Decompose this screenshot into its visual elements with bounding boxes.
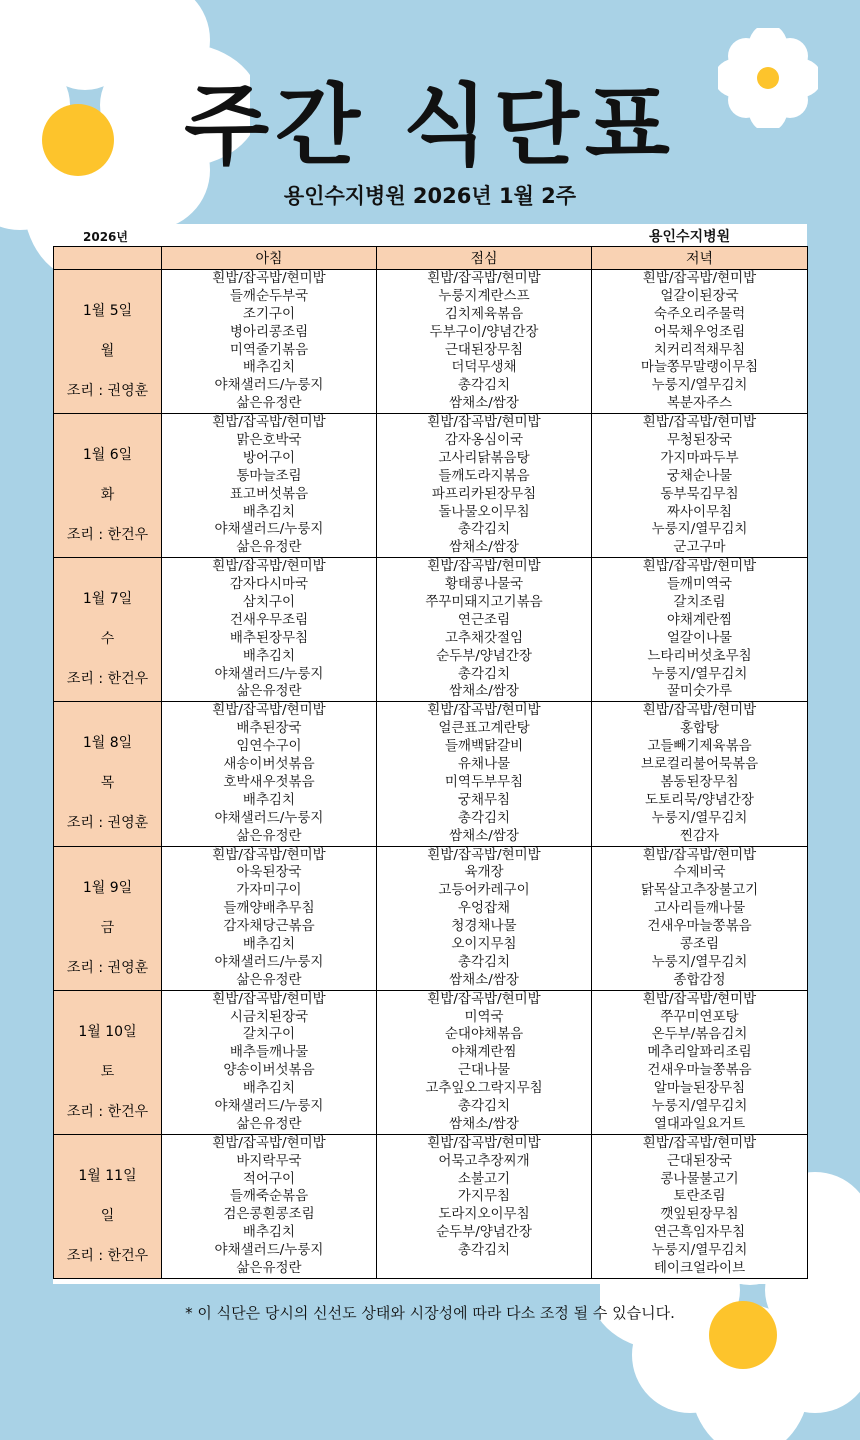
- menu-item: 갈치조림: [673, 594, 726, 611]
- dinner-cell: [592, 270, 808, 414]
- menu-item: 흰밥/잡곡밥/현미밥: [427, 270, 541, 286]
- menu-item: 미역줄기볶음: [229, 341, 309, 358]
- menu-item: 도토리묵/양념간장: [645, 791, 754, 808]
- menu-item: 동부묵김무침: [660, 485, 739, 502]
- menu-item: 병아리콩조림: [229, 323, 309, 340]
- lunch-cell: [377, 846, 592, 990]
- menu-sheet: [53, 224, 807, 1284]
- menu-item: 배추김치: [242, 1224, 296, 1241]
- menu-item: 감자채당근볶음: [223, 918, 315, 935]
- menu-item: 흰밥/잡곡밥/현미밥: [427, 702, 541, 719]
- menu-item: 흰밥/잡곡밥/현미밥: [212, 1134, 326, 1151]
- menu-item: 총각김치: [457, 953, 511, 970]
- hospital-label: 용인수지병원: [649, 229, 731, 245]
- menu-item: 배추김치: [242, 503, 296, 520]
- menu-item: 봄동된장무침: [660, 773, 739, 790]
- menu-item: 들깨순두부국: [229, 287, 309, 304]
- day-date: 1월 10일: [78, 1023, 137, 1040]
- menu-item: 누룽지/열무김치: [651, 377, 748, 394]
- menu-item: 열대과일요거트: [653, 1115, 746, 1132]
- menu-item: 근대된장국: [666, 1152, 733, 1169]
- table-header-row: [54, 247, 808, 270]
- menu-item: 근대된장무침: [444, 341, 524, 358]
- menu-item: 맑은호박국: [236, 432, 302, 449]
- menu-item: 수제비국: [673, 864, 726, 881]
- menu-item: 건새우무조림: [229, 611, 309, 628]
- menu-item: 총각김치: [457, 1097, 511, 1114]
- menu-item: 어묵채우엉조림: [653, 323, 746, 340]
- menu-item: 쌈채소/쌈장: [449, 395, 519, 412]
- menu-item: 온두부/볶음김치: [651, 1026, 748, 1043]
- menu-item: 고사리닭볶음탕: [438, 449, 530, 466]
- menu-item: 어묵고추장찌개: [438, 1152, 530, 1169]
- menu-item: 황태콩나물국: [444, 576, 524, 593]
- menu-item: 고들빼기제육볶음: [647, 738, 752, 755]
- menu-item: 메추리알꽈리조림: [647, 1044, 752, 1061]
- menu-item: 적어구이: [242, 1170, 296, 1187]
- menu-item: 테이크얼라이브: [653, 1259, 746, 1276]
- breakfast-cell: [162, 846, 377, 990]
- day-date: 1월 11일: [78, 1167, 137, 1184]
- menu-item: 들깨백닭갈비: [444, 738, 524, 755]
- menu-item: 청경채나물: [451, 918, 517, 935]
- menu-item: 짜사이무침: [666, 503, 733, 520]
- menu-item: 야채계란찜: [666, 611, 733, 628]
- menu-item: 누룽지/열무김치: [651, 1242, 748, 1259]
- menu-item: 소불고기: [457, 1170, 511, 1187]
- dinner-cell: [592, 558, 808, 702]
- breakfast-cell: [162, 702, 377, 846]
- menu-item: 들깨도라지볶음: [438, 467, 530, 484]
- menu-item: 콩조림: [679, 935, 720, 952]
- day-date: 1월 8일: [82, 735, 133, 752]
- table-row: [54, 702, 808, 846]
- dinner-cell: [592, 846, 808, 990]
- day-cook: 조리 : 한건우: [66, 527, 149, 544]
- dinner-cell: [592, 1134, 808, 1278]
- day-weekday: 목: [100, 775, 115, 792]
- menu-item: 총각김치: [457, 377, 511, 394]
- menu-item: 군고구마: [673, 539, 726, 556]
- breakfast-cell: [162, 558, 377, 702]
- menu-item: 흰밥/잡곡밥/현미밥: [427, 414, 541, 431]
- menu-item: 궁채순나물: [666, 467, 733, 484]
- lunch-cell: [377, 414, 592, 558]
- menu-item: 배추김치: [242, 1080, 296, 1097]
- breakfast-cell: [162, 990, 377, 1134]
- menu-item: 돌나물오이무침: [438, 503, 530, 520]
- menu-item: 홍합탕: [679, 720, 720, 737]
- menu-item: 들깨미역국: [666, 576, 733, 593]
- day-cell: [54, 846, 162, 990]
- table-row: [54, 558, 808, 702]
- day-cell: [54, 990, 162, 1134]
- menu-item: 토란조림: [673, 1188, 726, 1205]
- menu-item: 들깨죽순볶음: [229, 1188, 309, 1205]
- lunch-cell: [377, 270, 592, 414]
- menu-item: 얼큰표고계란탕: [438, 720, 530, 737]
- menu-item: 야채샐러드/누룽지: [214, 1242, 324, 1259]
- menu-item: 미역국: [464, 1008, 504, 1025]
- menu-item: 흰밥/잡곡밥/현미밥: [427, 558, 541, 575]
- menu-item: 고사리들깨나물: [653, 900, 746, 917]
- menu-item: 야채계란찜: [451, 1044, 517, 1061]
- header-breakfast: 아침: [162, 247, 377, 270]
- menu-item: 우엉잡채: [457, 900, 511, 917]
- day-weekday: 수: [100, 631, 115, 648]
- menu-item: 건새우마늘쫑볶음: [647, 918, 752, 935]
- dinner-cell: [592, 414, 808, 558]
- menu-item: 얼갈이나물: [666, 629, 733, 646]
- menu-item: 브로컬리불어묵볶음: [640, 756, 759, 773]
- menu-item: 흰밥/잡곡밥/현미밥: [212, 414, 326, 431]
- menu-item: 김치제육볶음: [444, 305, 524, 322]
- lunch-cell: [377, 702, 592, 846]
- page-subtitle: 용인수지병원 2026년 1월 2주: [283, 184, 577, 208]
- menu-item: 야채샐러드/누룽지: [214, 377, 324, 394]
- menu-item: 파프리카된장무침: [431, 485, 537, 502]
- menu-item: 배추된장무침: [229, 629, 309, 646]
- menu-item: 삶은유정란: [236, 539, 302, 556]
- menu-item: 가지무침: [457, 1188, 511, 1205]
- lunch-cell: [377, 558, 592, 702]
- menu-item: 흰밥/잡곡밥/현미밥: [427, 846, 541, 863]
- menu-item: 가자미구이: [236, 882, 302, 899]
- menu-item: 삶은유정란: [236, 827, 302, 844]
- menu-item: 흰밥/잡곡밥/현미밥: [212, 558, 326, 575]
- menu-item: 콩나물불고기: [660, 1170, 739, 1187]
- menu-item: 배추들깨나물: [229, 1044, 309, 1061]
- menu-item: 총각김치: [457, 809, 511, 826]
- menu-item: 흰밥/잡곡밥/현미밥: [427, 990, 541, 1007]
- menu-item: 무청된장국: [666, 432, 733, 449]
- menu-item: 통마늘조림: [236, 467, 302, 484]
- menu-item: 누룽지/열무김치: [651, 809, 748, 826]
- menu-item: 순두부/양념간장: [436, 1224, 532, 1241]
- menu-item: 누룽지/열무김치: [651, 953, 748, 970]
- menu-item: 흰밥/잡곡밥/현미밥: [642, 702, 757, 719]
- menu-item: 쌈채소/쌈장: [449, 971, 519, 988]
- menu-item: 복분자주스: [666, 395, 733, 412]
- menu-item: 흰밥/잡곡밥/현미밥: [212, 270, 326, 286]
- menu-item: 총각김치: [457, 665, 511, 682]
- menu-item: 흰밥/잡곡밥/현미밥: [642, 990, 757, 1007]
- menu-item: 야채샐러드/누룽지: [214, 521, 324, 538]
- menu-item: 누룽지/열무김치: [651, 665, 748, 682]
- menu-item: 흰밥/잡곡밥/현미밥: [212, 702, 326, 719]
- menu-item: 미역두부무침: [444, 773, 524, 790]
- day-cook: 조리 : 권영훈: [66, 383, 149, 399]
- table-row: [54, 1134, 808, 1278]
- menu-item: 고추채갓절임: [444, 629, 524, 646]
- menu-item: 삶은유정란: [236, 1259, 302, 1276]
- header-dinner: 저녁: [592, 247, 808, 270]
- menu-item: 시금치된장국: [229, 1008, 309, 1025]
- menu-item: 방어구이: [242, 449, 296, 466]
- day-date: 1월 9일: [82, 879, 133, 896]
- menu-item: 순두부/양념간장: [436, 647, 532, 664]
- menu-item: 두부구이/양념간장: [429, 323, 539, 340]
- menu-item: 야채샐러드/누룽지: [214, 953, 324, 970]
- table-row: [54, 270, 808, 414]
- menu-item: 근대나물: [457, 1062, 511, 1079]
- day-cell: [54, 558, 162, 702]
- menu-item: 도라지오이무침: [438, 1206, 530, 1223]
- weekly-menu-table: [53, 246, 808, 1279]
- menu-item: 가지마파두부: [660, 449, 739, 466]
- menu-item: 표고버섯볶음: [229, 485, 309, 502]
- day-date: 1월 5일: [82, 303, 133, 319]
- menu-item: 쌈채소/쌈장: [449, 827, 519, 844]
- menu-item: 갈치구이: [242, 1026, 296, 1043]
- menu-item: 양송이버섯볶음: [223, 1062, 315, 1079]
- menu-item: 배추김치: [242, 647, 296, 664]
- menu-item: 닭목살고추장불고기: [640, 882, 759, 899]
- menu-item: 배추된장국: [236, 720, 302, 737]
- menu-item: 종합감정: [673, 971, 726, 988]
- day-cook: 조리 : 권영훈: [66, 959, 149, 976]
- lunch-cell: [377, 1134, 592, 1278]
- day-weekday: 일: [100, 1207, 115, 1224]
- menu-item: 야채샐러드/누룽지: [214, 665, 324, 682]
- menu-item: 깻잎된장무침: [660, 1206, 739, 1223]
- menu-item: 새송이버섯볶음: [223, 756, 315, 773]
- menu-item: 삶은유정란: [236, 395, 302, 412]
- menu-item: 누룽지/열무김치: [651, 1097, 748, 1114]
- menu-item: 알마늘된장무침: [653, 1080, 746, 1097]
- day-weekday: 월: [100, 343, 115, 359]
- menu-item: 삶은유정란: [236, 971, 302, 988]
- table-row: [54, 414, 808, 558]
- menu-item: 흰밥/잡곡밥/현미밥: [642, 846, 757, 863]
- day-cook: 조리 : 권영훈: [66, 815, 149, 832]
- day-cell: [54, 270, 162, 414]
- menu-item: 숙주오리주물럭: [653, 305, 746, 322]
- day-cook: 조리 : 한건우: [66, 1103, 149, 1120]
- menu-item: 야채샐러드/누룽지: [214, 809, 324, 826]
- dinner-cell: [592, 702, 808, 846]
- menu-item: 배추김치: [242, 935, 296, 952]
- menu-item: 흰밥/잡곡밥/현미밥: [642, 414, 757, 431]
- menu-item: 누룽지/열무김치: [651, 521, 748, 538]
- menu-item: 찐감자: [679, 827, 720, 844]
- menu-item: 쌈채소/쌈장: [449, 539, 519, 556]
- table-row: [54, 990, 808, 1134]
- sheet-top-row: [53, 224, 807, 246]
- menu-item: 삶은유정란: [236, 683, 302, 700]
- breakfast-cell: [162, 1134, 377, 1278]
- day-cook: 조리 : 한건우: [66, 671, 149, 688]
- menu-item: 총각김치: [457, 521, 511, 538]
- menu-item: 조기구이: [242, 305, 296, 322]
- breakfast-cell: [162, 414, 377, 558]
- menu-item: 아욱된장국: [236, 864, 302, 881]
- menu-item: 궁채무침: [457, 791, 511, 808]
- menu-item: 배추김치: [242, 791, 296, 808]
- menu-item: 연근조림: [457, 611, 511, 628]
- menu-item: 야채샐러드/누룽지: [214, 1097, 324, 1114]
- menu-item: 총각김치: [457, 1242, 511, 1259]
- menu-item: 연근흑임자무침: [653, 1224, 746, 1241]
- year-label: 2026년: [83, 230, 128, 244]
- menu-item: 쭈꾸미돼지고기볶음: [425, 594, 543, 611]
- menu-item: 쭈꾸미연포탕: [660, 1008, 739, 1025]
- menu-item: 육개장: [464, 864, 504, 881]
- menu-item: 누룽지계란스프: [438, 287, 530, 304]
- menu-item: 꿀미숫가루: [666, 683, 733, 700]
- menu-item: 삼치구이: [242, 594, 296, 611]
- menu-item: 감자옹심이국: [444, 432, 524, 449]
- day-cell: [54, 414, 162, 558]
- menu-item: 감자다시마국: [229, 576, 309, 593]
- day-weekday: 토: [100, 1063, 115, 1080]
- menu-item: 흰밥/잡곡밥/현미밥: [642, 558, 757, 575]
- menu-item: 더덕무생채: [451, 359, 517, 376]
- menu-item: 흰밥/잡곡밥/현미밥: [427, 1134, 541, 1151]
- table-row: [54, 846, 808, 990]
- header-blank: [54, 247, 162, 270]
- menu-item: 검은콩흰콩조림: [223, 1206, 315, 1223]
- menu-item: 들깨양배추무침: [223, 900, 315, 917]
- day-weekday: 금: [100, 919, 115, 936]
- day-weekday: 화: [100, 487, 115, 504]
- header-lunch: 점심: [377, 247, 592, 270]
- menu-item: 흰밥/잡곡밥/현미밥: [642, 270, 757, 286]
- day-cook: 조리 : 한건우: [66, 1247, 149, 1264]
- menu-item: 오이지무침: [451, 935, 517, 952]
- menu-item: 쌈채소/쌈장: [449, 683, 519, 700]
- menu-item: 배추김치: [242, 359, 296, 376]
- menu-item: 고등어카레구이: [438, 882, 530, 899]
- page-title: 주간 식단표: [184, 74, 676, 177]
- day-date: 1월 6일: [82, 447, 133, 464]
- day-cell: [54, 1134, 162, 1278]
- menu-item: 삶은유정란: [236, 1115, 302, 1132]
- breakfast-cell: [162, 270, 377, 414]
- menu-item: 건새우마늘쫑볶음: [647, 1062, 752, 1079]
- menu-item: 치커리적채무침: [653, 341, 746, 358]
- dinner-cell: [592, 990, 808, 1134]
- day-date: 1월 7일: [82, 591, 133, 608]
- menu-item: 느타리버섯초무침: [647, 647, 752, 664]
- menu-item: 얼갈이된장국: [660, 287, 739, 304]
- menu-item: 흰밥/잡곡밥/현미밥: [642, 1134, 757, 1151]
- footer-note: * 이 식단은 당시의 신선도 상태와 시장성에 따라 다소 조정 될 수 있습니다.: [185, 1304, 675, 1322]
- menu-item: 흰밥/잡곡밥/현미밥: [212, 846, 326, 863]
- menu-item: 흰밥/잡곡밥/현미밥: [212, 990, 326, 1007]
- menu-item: 임연수구이: [236, 738, 302, 755]
- menu-item: 순대야채볶음: [444, 1026, 524, 1043]
- menu-item: 마늘쫑무말랭이무침: [640, 359, 759, 376]
- menu-item: 바지락무국: [236, 1152, 302, 1169]
- menu-item: 호박새우젓볶음: [223, 773, 315, 790]
- day-cell: [54, 702, 162, 846]
- menu-item: 고추잎오그락지무침: [425, 1080, 543, 1097]
- lunch-cell: [377, 990, 592, 1134]
- menu-item: 유채나물: [457, 756, 511, 773]
- menu-item: 쌈채소/쌈장: [449, 1115, 519, 1132]
